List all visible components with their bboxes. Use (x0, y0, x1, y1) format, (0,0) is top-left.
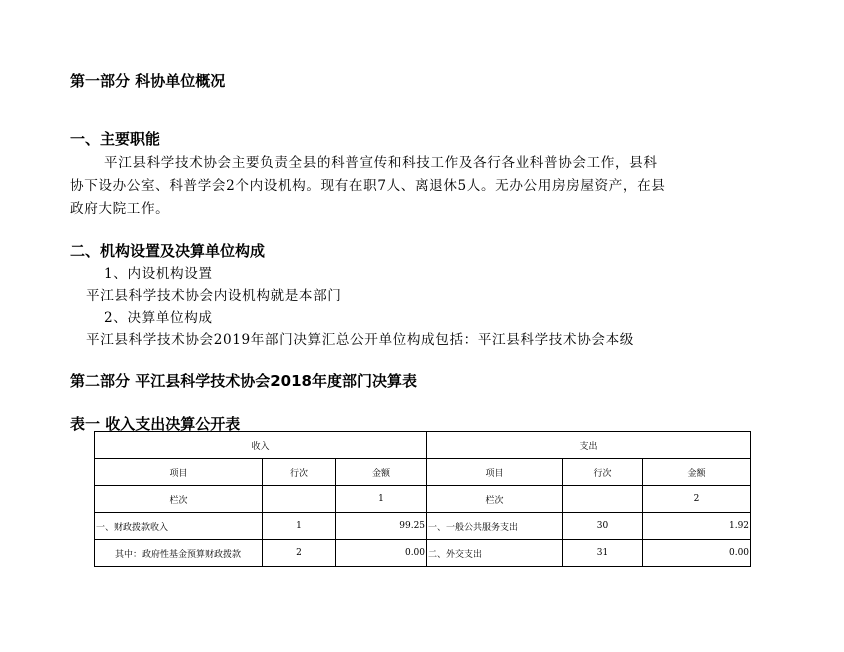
expense-item-col: 项目 (427, 459, 563, 486)
income-lanci-value: 1 (336, 486, 427, 513)
expense-lanci-value: 2 (643, 486, 751, 513)
lanci-row (95, 486, 751, 513)
income-amount-col: 金额 (336, 459, 427, 486)
income-expense-table (94, 431, 751, 567)
expense-lanci-empty (563, 486, 643, 513)
income-header: 收入 (95, 432, 427, 459)
income-row-number: 1 (263, 513, 336, 540)
section2-heading: 二、机构设置及决算单位构成 (70, 242, 266, 260)
expense-header: 支出 (427, 432, 751, 459)
income-row-col: 行次 (263, 459, 336, 486)
expense-amount: 1.92 (643, 513, 751, 540)
income-lanci-label: 栏次 (95, 486, 263, 513)
income-lanci-empty (263, 486, 336, 513)
table-header-row (95, 432, 751, 459)
section2-text1: 平江县科学技术协会内设机构就是本部门 (86, 288, 342, 304)
section2-sub2: 2、决算单位构成 (104, 310, 213, 326)
expense-row-col: 行次 (563, 459, 643, 486)
income-item-col: 项目 (95, 459, 263, 486)
table-row (95, 513, 751, 540)
expense-item: 一、一般公共服务支出 (427, 513, 563, 540)
table-row (95, 540, 751, 567)
expense-amount: 0.00 (643, 540, 751, 567)
expense-row-number: 30 (563, 513, 643, 540)
column-header-row (95, 459, 751, 486)
section2-sub1: 1、内设机构设置 (104, 266, 213, 282)
income-item: 其中：政府性基金预算财政拨款 (95, 540, 263, 567)
section1-line-3: 政府大院工作。 (70, 201, 170, 217)
expense-amount-col: 金额 (643, 459, 751, 486)
income-amount: 0.00 (336, 540, 427, 567)
expense-row-number: 31 (563, 540, 643, 567)
income-item: 一、财政拨款收入 (95, 513, 263, 540)
income-row-number: 2 (263, 540, 336, 567)
section1-line-1: 平江县科学技术协会主要负责全县的科普宣传和科技工作及各行各业科普协会工作，县科 (104, 155, 658, 171)
section1-heading: 一、主要职能 (70, 130, 161, 148)
part2-title: 第二部分 平江县科学技术协会2018年度部门决算表 (70, 372, 417, 390)
section1-line-2: 协下设办公室、科普学会2个内设机构。现有在职7人、离退休5人。无办公用房房屋资产，在县 (70, 178, 666, 194)
income-amount: 99.25 (336, 513, 427, 540)
part1-title: 第一部分 科协单位概况 (70, 72, 226, 90)
expense-item: 二、外交支出 (427, 540, 563, 567)
expense-lanci-label: 栏次 (427, 486, 563, 513)
table-title: 表一 收入支出决算公开表 (70, 415, 241, 433)
section2-text2: 平江县科学技术协会2019年部门决算汇总公开单位构成包括：平江县科学技术协会本级 (86, 332, 634, 348)
